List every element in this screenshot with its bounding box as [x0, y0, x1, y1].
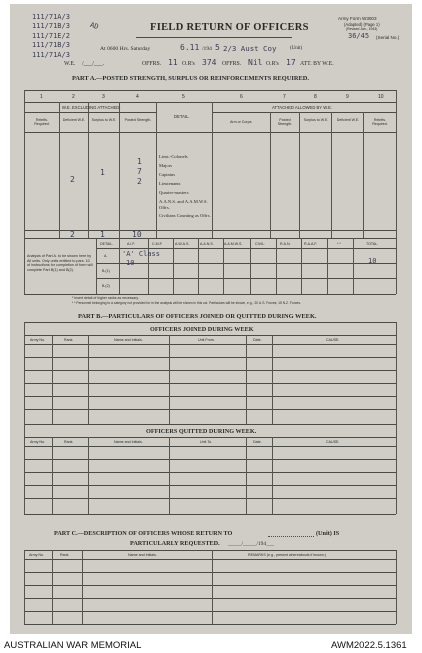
ors2-value: 17	[286, 58, 296, 67]
analysis-head: A.I.F.	[127, 242, 136, 246]
army-form-number: Army Form W3003	[338, 16, 377, 21]
col-number: 5	[182, 94, 185, 100]
handwritten-refs	[32, 13, 92, 60]
analysis-head: R.A.A.F.	[304, 242, 318, 246]
analysis-row: B.(1)	[102, 269, 110, 273]
col-head: DETAIL.	[174, 114, 190, 119]
army-form-revised: (Revised Jan., 1943)	[346, 27, 378, 31]
part-c-col: Name and Initials.	[128, 553, 157, 557]
col-number: 9	[346, 94, 349, 100]
footnote-2: * * Personnel belonging to a category not provided for in the analysis will be shown in this col. Particulars will be shown, e.g., 20 U.S. Forces; 15 N.Z. Forces.	[72, 301, 301, 305]
part-a-heading: PART A.—POSTED STRENGTH, SURPLUS OR REINFORCEMENTS REQUIRED.	[72, 75, 309, 82]
date-written: 6.11	[180, 43, 200, 52]
rank-label: Lieut.-Colonels	[159, 154, 188, 159]
offrs2-label: OFFRS.	[222, 61, 242, 67]
col-number: 3	[102, 94, 105, 100]
analysis-head: CIVIL.	[255, 242, 265, 246]
part-c-col: Army No.	[29, 553, 44, 557]
analysis-head: A.W.A.S.	[175, 242, 190, 246]
analysis-head: C.M.F.	[152, 242, 163, 246]
rank-label: Majors	[159, 163, 173, 168]
part-c-date: _____/_____/194___	[228, 541, 275, 547]
quitted-col: Army No.	[30, 440, 45, 444]
analysis-head: * *	[337, 242, 341, 246]
surplus-we-value: 1	[100, 168, 105, 177]
col-number: 6	[240, 94, 243, 100]
footer-accession: AWM2022.5.1361	[331, 640, 407, 651]
form-sheet	[10, 4, 412, 634]
quitted-heading: OFFICERS QUITTED DURING WEEK.	[146, 428, 257, 435]
rank-label: Civilians Counting as Offrs.	[159, 213, 211, 218]
we-label: W.E.	[64, 61, 76, 67]
analysis-head: A.A.N.S.	[200, 242, 214, 246]
ref-line: 111/71B/3	[32, 22, 70, 31]
we-excluding-attached: W.E. EXCLUDING ATTACHED.	[62, 105, 121, 110]
quitted-col: Date.	[253, 440, 262, 444]
analysis-note: Analysis of Part A. to be shown here by All units. Only units entitled to pars. 10 of instructions for completion of form will complete Part B(1) and B(2).	[27, 254, 93, 272]
quartermasters-value: 2	[137, 177, 142, 186]
analysis-head: TOTAL.	[366, 242, 379, 246]
quitted-col: Unit To.	[200, 440, 213, 444]
col-number: 10	[378, 94, 384, 100]
part-c-col: REMARKS (e.g., present whereabouts if known.)	[248, 553, 326, 557]
year-prefix: /194	[202, 46, 212, 52]
joined-col: Army No.	[30, 338, 45, 342]
captains-value: 1	[137, 157, 142, 166]
rank-label: Lieutenants	[159, 181, 181, 186]
col-head: Reinfts. Required.	[34, 118, 50, 126]
joined-col: Rank.	[64, 338, 74, 342]
part-c-col: Rank.	[60, 553, 70, 557]
serial-label: (Serial No.)	[376, 35, 400, 40]
joined-col: CAUSE.	[326, 338, 340, 342]
col-number: 8	[314, 94, 317, 100]
total-value: 10	[132, 230, 142, 239]
unit-suffix: (Unit)	[290, 46, 303, 51]
attached-allowed: ATTACHED ALLOWED BY W.E.	[272, 105, 333, 110]
ref-line: 111/71B/3	[32, 41, 70, 50]
analysis-head: DETAIL.	[100, 242, 114, 246]
joined-heading: OFFICERS JOINED DURING WEEK	[150, 326, 254, 333]
we-blank: /___/___.	[82, 61, 105, 67]
time-line-prefix: At 0600 Hrs. Saturday	[100, 46, 151, 52]
col-head: Surplus to W.E.	[303, 118, 329, 122]
lieutenants-value: 7	[137, 167, 142, 176]
ref-line: 111/71E/2	[32, 31, 70, 40]
ors-value: 374	[202, 58, 217, 67]
ors2-label: O.R's	[266, 61, 279, 67]
col-head: Deficient W.E.	[62, 118, 86, 122]
rank-label: A.A.N.S. and A.A.M.W.S. Offrs.	[159, 199, 208, 210]
unit-written: 2/3 Aust Coy	[223, 44, 277, 53]
joined-col: Date.	[253, 338, 262, 342]
quitted-col: Name and Initials.	[114, 440, 143, 444]
part-c-heading-suffix: (Unit) IS	[316, 530, 340, 537]
total-value: 1	[100, 230, 105, 239]
quitted-col: CAUSE.	[326, 440, 340, 444]
analysis-row: B.(2)	[102, 284, 110, 288]
form-title: FIELD RETURN OF OFFICERS	[150, 22, 309, 33]
joined-col: Name and Initials.	[114, 338, 143, 342]
col-head: Surplus to W.E.	[91, 118, 117, 122]
col-number: 7	[283, 94, 286, 100]
ors-label: O.R's	[182, 61, 195, 67]
col-number: 4	[136, 94, 139, 100]
offrs2-value: Nil	[248, 58, 263, 67]
rank-label: Captains	[159, 172, 176, 177]
analysis-head: R.A.N.	[280, 242, 291, 246]
part-c-heading: PART C.—DESCRIPTION OF OFFICERS WHOSE RETURN TO	[54, 530, 233, 537]
analysis-total-value: 10	[368, 257, 377, 265]
col-head: Deficient W.E.	[336, 118, 360, 122]
footnote-1: * Insert detail of higher ranks as necessary.	[72, 296, 139, 300]
deficient-we-value: 2	[70, 175, 75, 184]
footer-institution: AUSTRALIAN WAR MEMORIAL	[4, 640, 142, 651]
analysis-row: A.	[104, 254, 108, 258]
col-number: 1	[40, 94, 43, 100]
initials: AD	[88, 20, 100, 32]
col-head: Arm or Corps.	[230, 120, 253, 124]
col-number: 2	[72, 94, 75, 100]
ref-line: 111/71A/3	[32, 50, 70, 59]
aif-class: 'A' Class	[122, 250, 160, 258]
offrs-value: 11	[168, 58, 178, 67]
army-form-adapted: (Adapted) (Page 1)	[344, 22, 380, 27]
col-head: Posted Strength.	[124, 118, 152, 122]
total-value: 2	[70, 230, 75, 239]
part-c-heading-2: PARTICULARLY REQUESTED.	[130, 540, 220, 547]
aif-value: 10	[126, 259, 135, 267]
ref-line: 111/71A/3	[32, 13, 70, 21]
quitted-col: Rank.	[64, 440, 74, 444]
year-written: 5	[215, 43, 220, 52]
offrs-label: OFFRS.	[142, 61, 162, 67]
att-label: ATT. BY W.E.	[300, 61, 334, 67]
joined-col: Unit From.	[198, 338, 215, 342]
serial-number: 36/45	[348, 32, 370, 40]
col-head: Posted Strength.	[277, 118, 293, 126]
analysis-head: A.A.M.W.S.	[224, 242, 243, 246]
col-head: Reinfts. Required.	[372, 118, 388, 126]
rank-label: Quarter-masters	[159, 190, 189, 195]
part-b-heading: PART B.—PARTICULARS OF OFFICERS JOINED OR QUITTED DURING WEEK.	[78, 313, 317, 320]
